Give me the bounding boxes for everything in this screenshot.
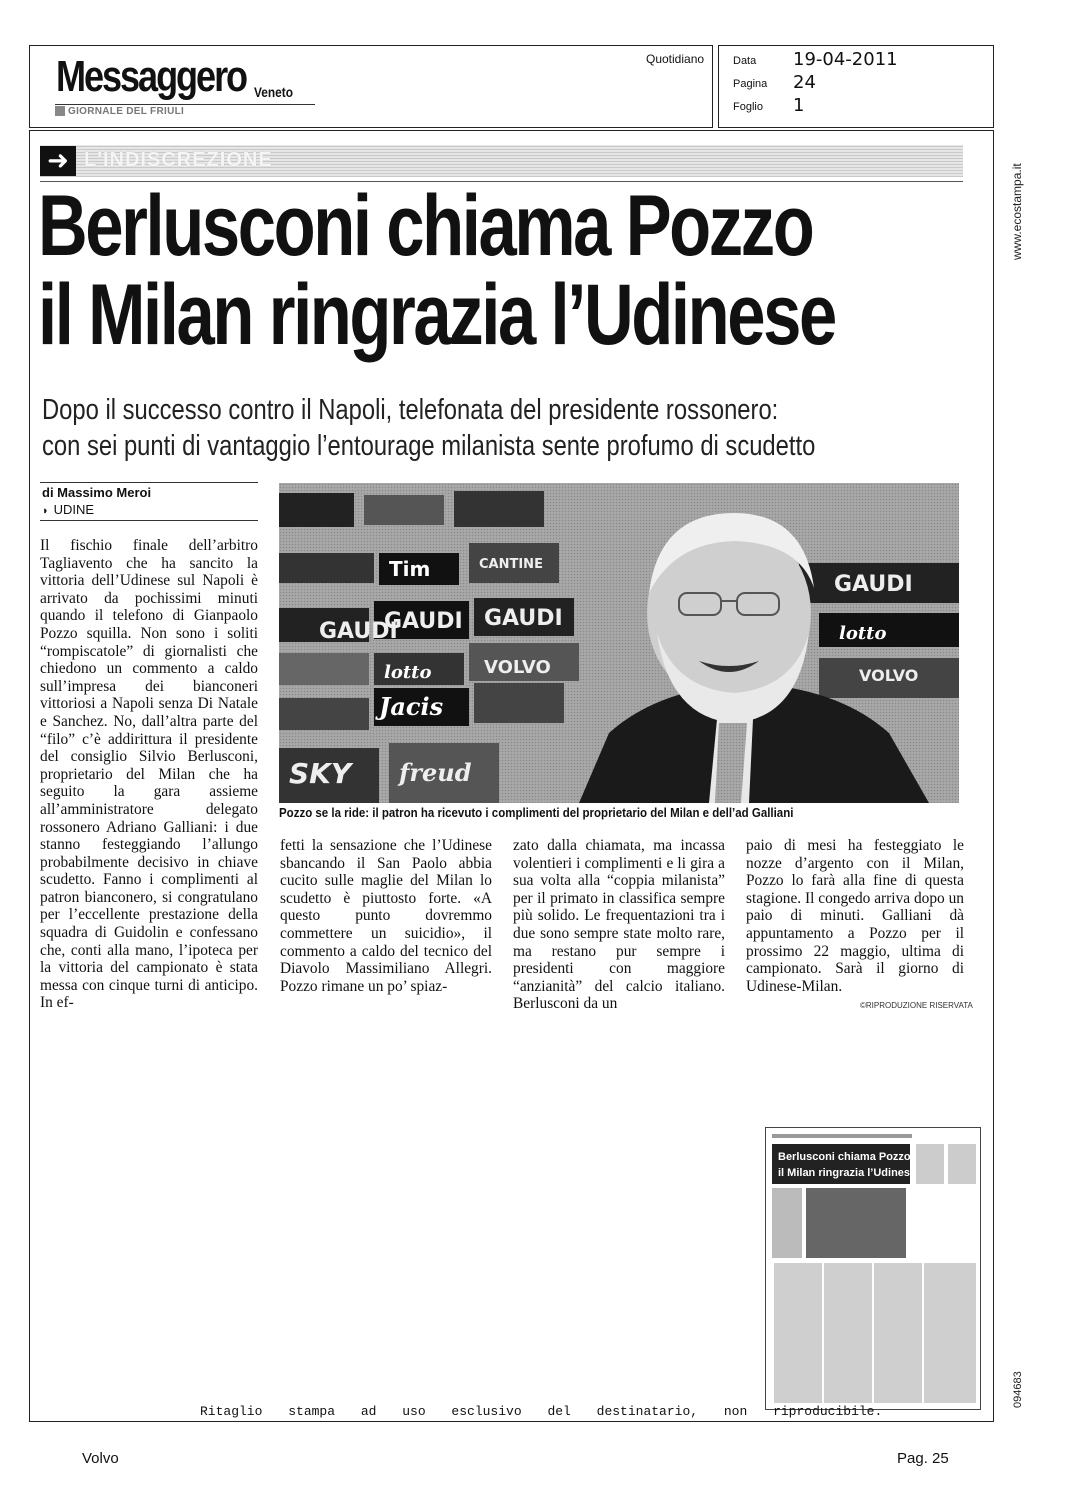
page-thumbnail bbox=[765, 1127, 981, 1410]
subheadline-line-2: con sei punti di vantaggio l’entourage milanista sente profumo di scudetto bbox=[42, 430, 816, 462]
meta-sheet-value: 1 bbox=[793, 95, 805, 116]
side-url: www.ecostampa.it bbox=[1010, 163, 1024, 260]
thumbnail-illustration bbox=[766, 1128, 981, 1410]
publication-type: Quotidiano bbox=[646, 52, 705, 66]
body-column-4: paio di mesi ha festeggiato le nozze d’argento con il Milan, Pozzo lo farà alla fine di questa stagione. Il congedo arriva dopo un paio di minuti. Galliani dà appuntamento a Pozzo per il prossimo 22 maggio, ultima di campionato. Sarà il giorno di Udinese-Milan. bbox=[746, 837, 964, 995]
masthead-tagline: GIORNALE DEL FRIULI bbox=[68, 106, 185, 117]
footer-client: Volvo bbox=[82, 1450, 119, 1467]
svg-text:GAUDI: GAUDI bbox=[384, 609, 463, 634]
headline-line-2: il Milan ringrazia l’Udinese bbox=[38, 267, 835, 363]
thumbnail-headline-2: il Milan ringrazia l’Udinese bbox=[778, 1167, 917, 1179]
backdrop-text: GAUDI bbox=[319, 619, 398, 644]
masthead-emblem-icon bbox=[55, 106, 65, 116]
arrow-right-icon: ➜ bbox=[40, 146, 76, 176]
footer-page-number: Pag. 25 bbox=[897, 1450, 949, 1467]
meta-page-value: 24 bbox=[793, 72, 816, 93]
byline: di Massimo Meroi bbox=[42, 485, 152, 500]
meta-date-value: 19-04-2011 bbox=[793, 49, 898, 70]
kicker-label: L'INDISCREZIONE bbox=[84, 149, 273, 171]
body-column-3: zato dalla chiamata, ma incassa volentieri i complimenti e li gira a sua volta alla “coppia milanista” per il primato in classifica sempre più solido. Le frequentazioni tra i due sono sempre state molto rare, ma restano pur sempre i presidenti con maggiore “anzianità” del calcio italiano. Berlusconi da un bbox=[513, 837, 725, 1013]
subheadline-line-1: Dopo il successo contro il Napoli, telefonata del presidente rossonero: bbox=[42, 394, 779, 426]
body-column-1: Il fischio finale dell’arbitro Tagliavento che ha sancito la vittoria dell’Udinese sul Napoli è arrivato da pochissimi minuti quando il telefono di Gianpaolo Pozzo squilla. Non sono i soliti “rompiscatole” di giornalisti che chiedono un commento a caldo sull’impresa dei bianconeri vittoriosi a Napoli senza Di Natale e Sanchez. No, dall’altra parte del “filo” c’è addirittura il presidente del consiglio Silvio Berlusconi, proprietario del Milan che ha seguito la gara assieme all’amministratore delegato rossonero Adriano Galliani: i due stanno festeggiando l’allungo probabilmente decisivo in chiave scudetto. Fanno i complimenti al patron bianconero, si congratulano per l’eccellente prestazione della squadra di Guidolin e confessano che, conti alla mano, l’ipoteca per la vittoria del campionato è stata messa con cinque turni di anticipo. In ef- bbox=[40, 537, 258, 1012]
backdrop-text: Tim bbox=[389, 557, 431, 581]
photo-caption bbox=[279, 806, 969, 820]
body-column-2: fetti la sensazione che l’Udinese sbancando il San Paolo abbia cucito sulle maglie del Milan lo scudetto è piuttosto forte. «A questo punto dovremmo commettere un suicidio», il commento a caldo del tecnico del Diavolo Massimiliano Allegri. Pozzo rimane un po’ spiaz- bbox=[280, 837, 492, 995]
headline-line-1: Berlusconi chiama Pozzo bbox=[38, 178, 813, 274]
byline-rule-top bbox=[40, 482, 258, 483]
byline-rule-bottom bbox=[40, 520, 258, 521]
thumbnail-headline-1: Berlusconi chiama Pozzo bbox=[778, 1151, 911, 1163]
meta-sheet-label: Foglio bbox=[733, 101, 763, 113]
article-photo bbox=[279, 483, 959, 803]
subheadline bbox=[42, 392, 1070, 464]
meta-page-label: Pagina bbox=[733, 78, 768, 90]
dateline: ◗ UDINE bbox=[42, 502, 94, 517]
backdrop-text: Jacis bbox=[379, 692, 444, 721]
side-code: 094683 bbox=[1012, 1371, 1024, 1408]
svg-text:lotto: lotto bbox=[839, 623, 887, 644]
backdrop-text: SKY bbox=[289, 757, 352, 790]
headline bbox=[38, 178, 998, 363]
photo-caption-text: Pozzo se la ride: il patron ha ricevuto i complimenti del proprietario del Milan e dell’ad Galliani bbox=[279, 806, 794, 820]
masthead-divider bbox=[55, 104, 315, 105]
masthead-edition: Veneto bbox=[254, 84, 294, 100]
meta-date-label: Data bbox=[733, 55, 757, 67]
svg-text:GAUDI: GAUDI bbox=[834, 572, 913, 597]
masthead-logo: Messaggero bbox=[56, 52, 247, 101]
copyright-note: ©RIPRODUZIONE RISERVATA bbox=[860, 1001, 973, 1010]
backdrop-text: CANTINE bbox=[479, 557, 543, 572]
svg-text:VOLVO: VOLVO bbox=[859, 666, 919, 685]
backdrop-text: lotto bbox=[384, 662, 432, 683]
backdrop-text: freud bbox=[399, 758, 472, 787]
clipping-notice: Ritaglio stampa ad uso esclusivo del destinatario, non riproducibile. bbox=[200, 1404, 883, 1419]
photo-illustration bbox=[279, 483, 959, 803]
backdrop-text: VOLVO bbox=[484, 657, 551, 678]
svg-text:GAUDI: GAUDI bbox=[484, 606, 563, 631]
